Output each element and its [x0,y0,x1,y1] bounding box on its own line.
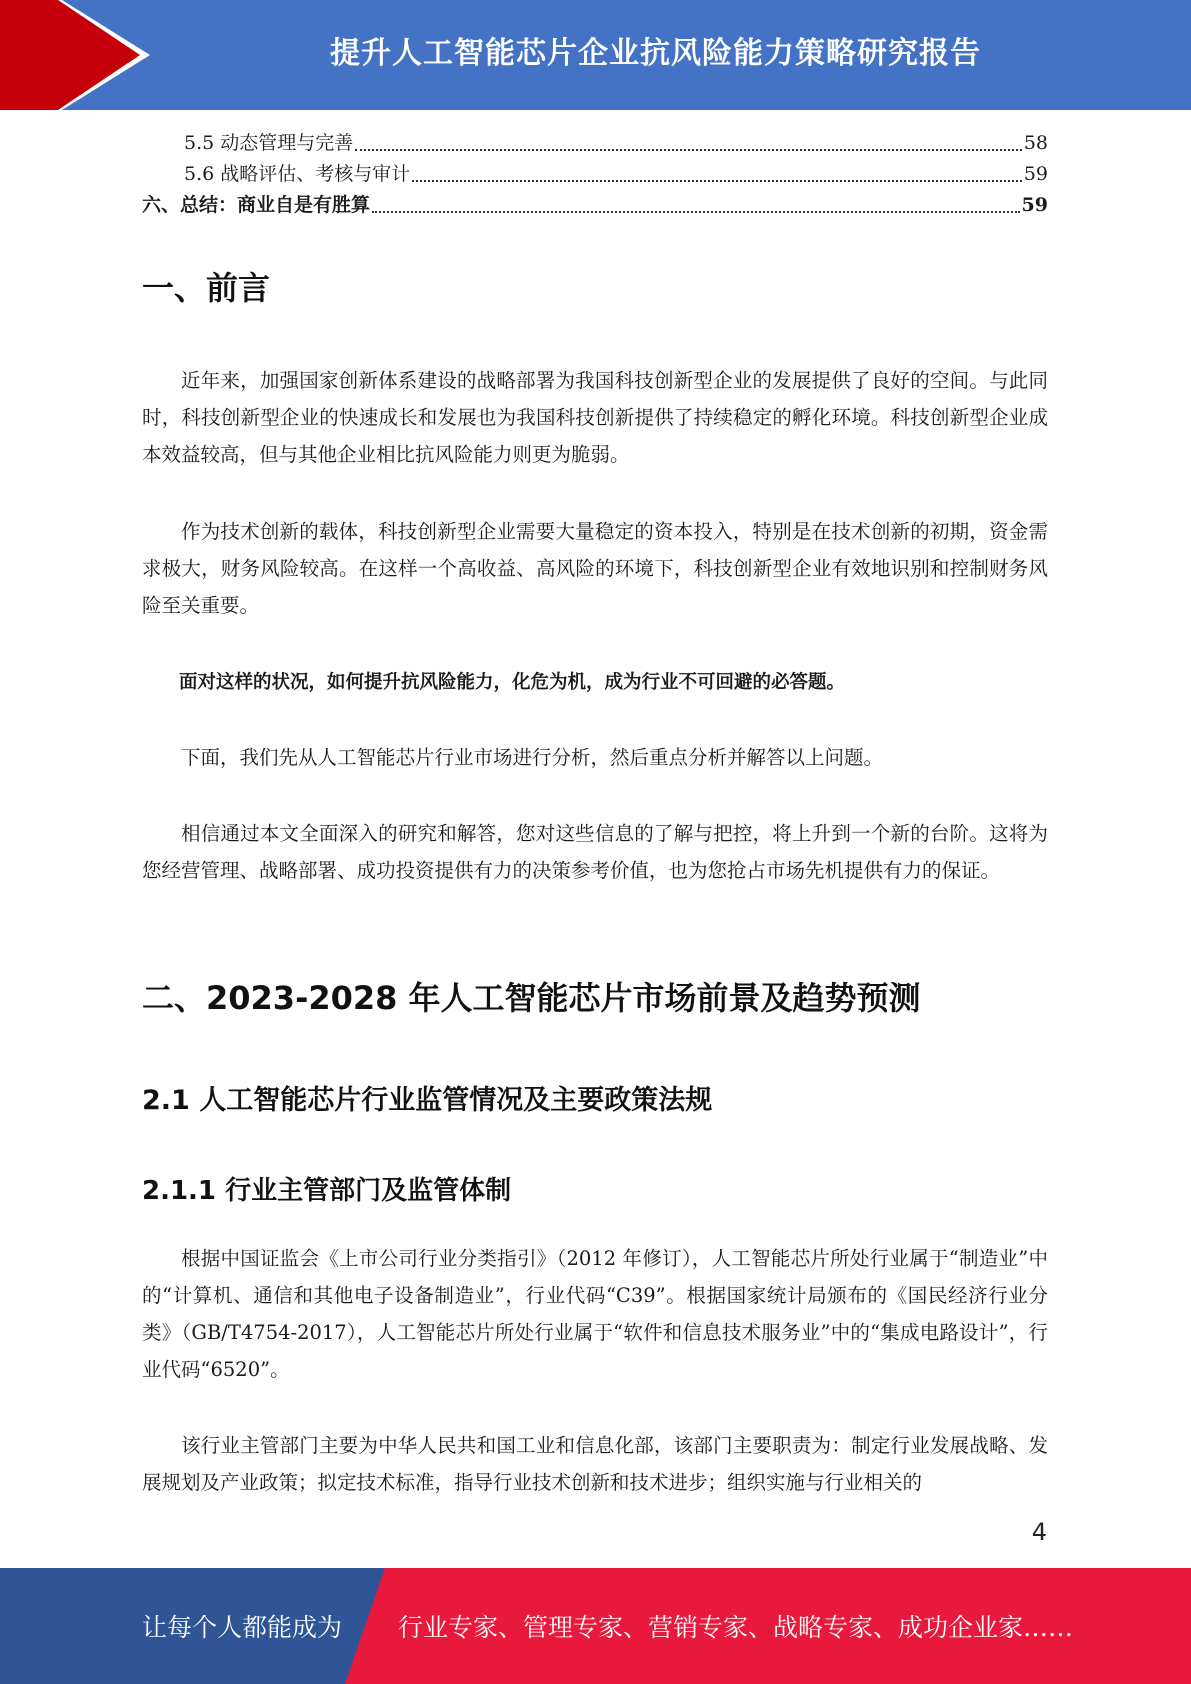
body-paragraph: 根据中国证监会《上市公司行业分类指引》（2012 年修订），人工智能芯片所处行业属于“制造业”中的“计算机、通信和其他电子设备制造业”，行业代码“C39”。根据国家统计局颁布的《国民经济行业分类》（GB/T4754-2017），人工智能芯片所处行业属于“软件和信息技术服务业”中的“集成电路设计”，行业代码“6520”。 [142,1247,1048,1381]
body-paragraph: 该行业主管部门主要为中华人民共和国工业和信息化部，该部门主要职责为：制定行业发展战略、发展规划及产业政策；拟定技术标准，指导行业技术创新和技术进步；组织实施与行业相关的 [142,1434,1048,1494]
toc-item[interactable] [142,190,1048,221]
toc-leader-dots [412,180,1022,182]
toc-leader-dots [372,211,1020,213]
report-footer [0,1568,1191,1684]
footer-slogan-left: 让每个人都能成为 [142,1613,343,1642]
toc-item[interactable] [142,159,1048,190]
toc-item[interactable] [142,128,1048,159]
body-paragraph: 下面，我们先从人工智能芯片行业市场进行分析，然后重点分析并解答以上问题。 [181,746,884,769]
toc-item-page: 58 [1023,132,1048,154]
toc-item-label: 5.6 战略评估、考核与审计 [184,163,411,185]
report-header [0,0,1191,110]
header-chevron-icon [0,0,160,110]
toc-leader-dots [355,149,1022,151]
section-heading: 二、2023-2028 年人工智能芯片市场前景及趋势预测 [142,979,921,1017]
toc-item-page: 59 [1021,194,1048,216]
footer-slogan-right: 行业专家、管理专家、营销专家、战略专家、成功企业家…… [398,1613,1074,1642]
body-paragraph: 作为技术创新的载体，科技创新型企业需要大量稳定的资本投入，特别是在技术创新的初期，资金需求极大，财务风险较高。在这样一个高收益、高风险的环境下，科技创新型企业有效地识别和控制财务风险至关重要。 [142,520,1048,617]
body-paragraph: 相信通过本文全面深入的研究和解答，您对这些信息的了解与把控，将上升到一个新的台阶。这将为您经营管理、战略部署、成功投资提供有力的决策参考价值，也为您抢占市场先机提供有力的保证。 [142,822,1048,882]
report-title: 提升人工智能芯片企业抗风险能力策略研究报告 [330,36,981,71]
toc-item-page: 59 [1023,163,1048,185]
toc-item-label: 5.5 动态管理与完善 [184,132,354,154]
subsection-heading: 2.1 人工智能芯片行业监管情况及主要政策法规 [142,1085,713,1116]
toc-item-label: 六、总结：商业自是有胜算 [142,194,371,216]
body-paragraph: 近年来，加强国家创新体系建设的战略部署为我国科技创新型企业的发展提供了良好的空间。与此同时，科技创新型企业的快速成长和发展也为我国科技创新提供了持续稳定的孵化环境。科技创新型企业成本效益较高，但与其他企业相比抗风险能力则更为脆弱。 [142,369,1048,466]
section-heading: 一、前言 [142,269,271,307]
emphasis-paragraph: 面对这样的状况，如何提升抗风险能力，化危为机，成为行业不可回避的必答题。 [179,672,846,693]
subsubsection-heading: 2.1.1 行业主管部门及监管体制 [142,1176,512,1206]
table-of-contents [142,128,1048,221]
page-number: 4 [1031,1518,1047,1546]
